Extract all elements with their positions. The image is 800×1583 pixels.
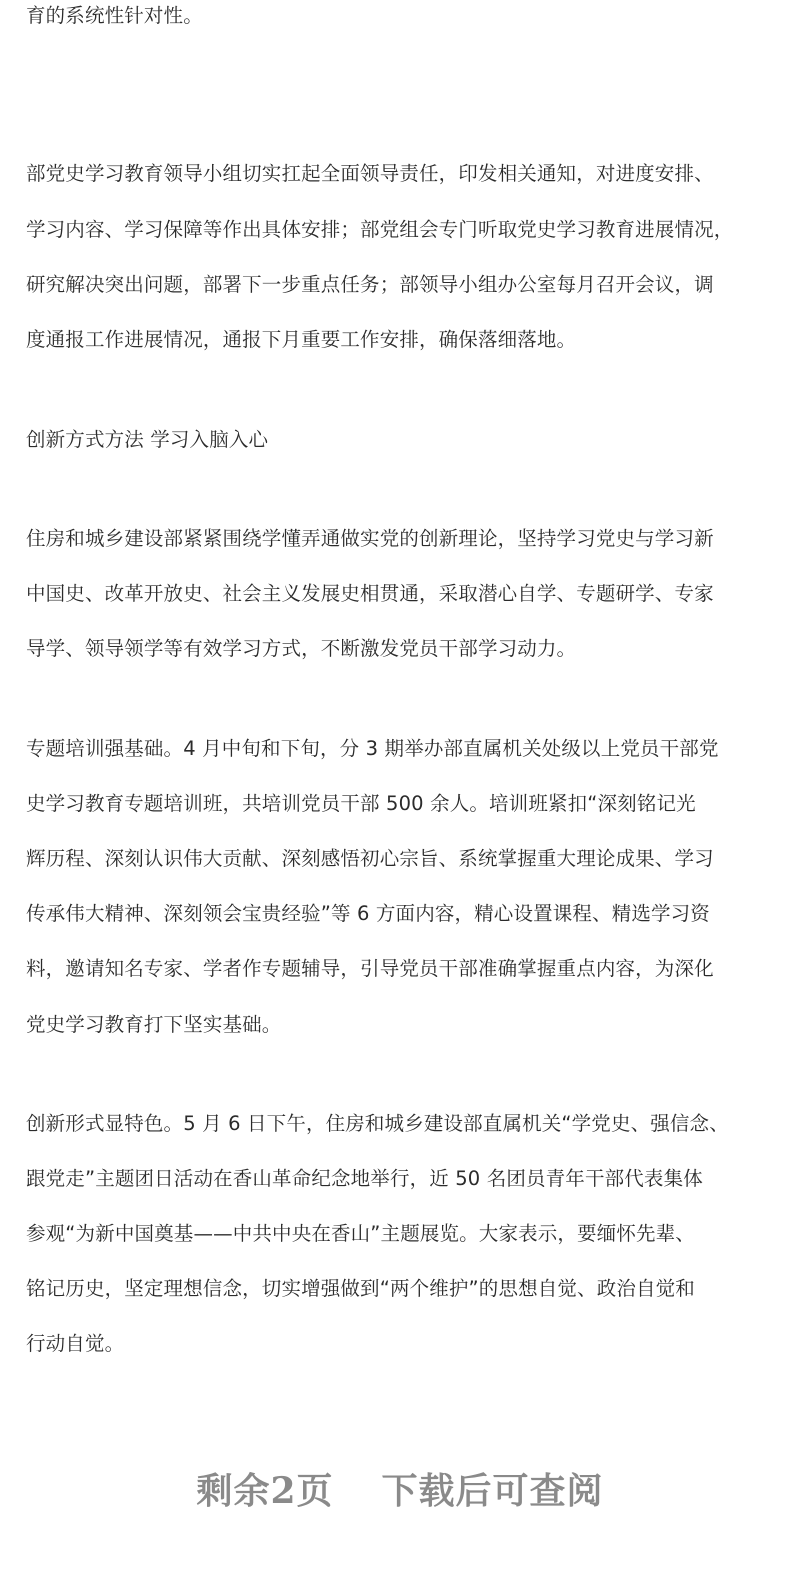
- paragraph-line: 料，邀请知名专家、学者作专题辅导，引导党员干部准确掌握重点内容，为深化: [26, 957, 714, 980]
- download-to-view-text: 下载后可查阅: [381, 1470, 604, 1512]
- paragraph-line: 部党史学习教育领导小组切实扛起全面领导责任，印发相关通知，对进度安排、: [26, 162, 714, 185]
- paragraph-line: 育的系统性针对性。: [26, 4, 203, 27]
- paragraph-line: 学习内容、学习保障等作出具体安排；部党组会专门听取党史学习教育进展情况，: [26, 218, 734, 241]
- paragraph-line: 参观“为新中国奠基——中共中央在香山”主题展览。大家表示，要缅怀先辈、: [26, 1222, 695, 1245]
- paragraph-line: 研究解决突出问题，部署下一步重点任务；部领导小组办公室每月召开会议，调: [26, 273, 714, 296]
- section-heading: 创新方式方法 学习入脑入心: [26, 428, 269, 451]
- paragraph-line: 导学、领导领学等有效学习方式，不断激发党员干部学习动力。: [26, 637, 577, 660]
- paragraph-line: 度通报工作进展情况，通报下月重要工作安排，确保落细落地。: [26, 328, 577, 351]
- download-prompt[interactable]: [0, 1466, 800, 1516]
- paragraph-line: 住房和城乡建设部紧紧围绕学懂弄通做实党的创新理论，坚持学习党史与学习新: [26, 527, 714, 550]
- paragraph-line: 行动自觉。: [26, 1332, 125, 1355]
- paragraph-line: 跟党走”主题团日活动在香山革命纪念地举行，近 50 名团员青年干部代表集体: [26, 1167, 703, 1190]
- paragraph-line: 史学习教育专题培训班，共培训党员干部 500 余人。培训班紧扣“深刻铭记光: [26, 792, 696, 815]
- paragraph-line: 辉历程、深刻认识伟大贡献、深刻感悟初心宗旨、系统掌握重大理论成果、学习: [26, 847, 714, 870]
- paragraph-line: 创新形式显特色。5 月 6 日下午，住房和城乡建设部直属机关“学党史、强信念、: [26, 1112, 729, 1135]
- paragraph-line: 党史学习教育打下坚实基础。: [26, 1013, 282, 1036]
- paragraph-line: 专题培训强基础。4 月中旬和下旬，分 3 期举办部直属机关处级以上党员干部党: [26, 737, 719, 760]
- remaining-pages-text: 剩余2页: [196, 1470, 334, 1512]
- paragraph-line: 传承伟大精神、深刻领会宝贵经验”等 6 方面内容，精心设置课程、精选学习资: [26, 902, 710, 925]
- paragraph-line: 中国史、改革开放史、社会主义发展史相贯通，采取潜心自学、专题研学、专家: [26, 582, 714, 605]
- paragraph-line: 铭记历史，坚定理想信念，切实增强做到“两个维护”的思想自觉、政治自觉和: [26, 1277, 695, 1300]
